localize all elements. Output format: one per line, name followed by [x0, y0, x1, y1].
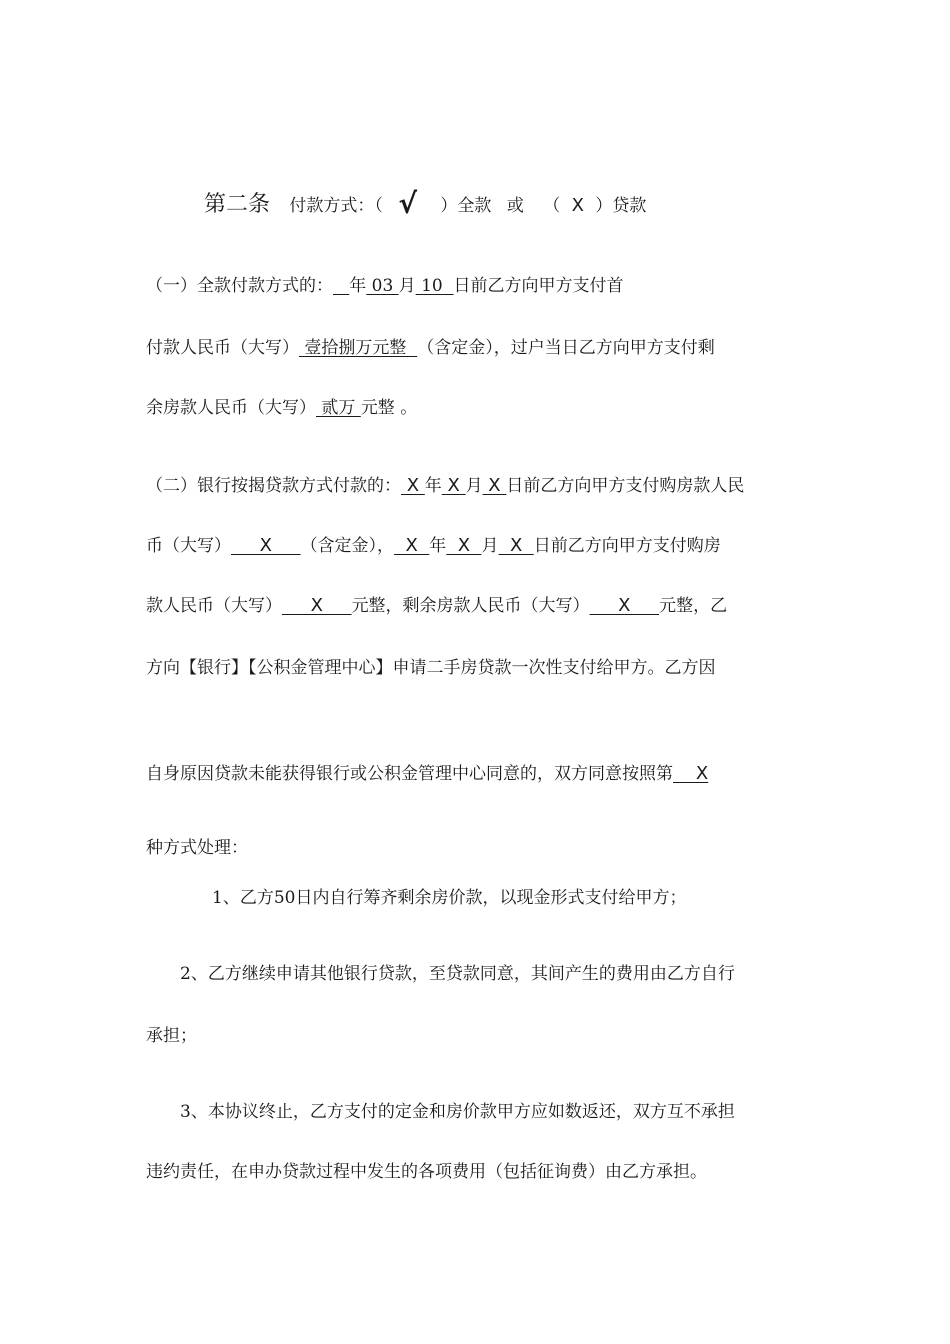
loan-line-5 [146, 762, 708, 786]
loan-line-4 [146, 656, 716, 680]
loan-day-2: X [498, 535, 534, 556]
month-label: 月 [398, 276, 416, 296]
full-payment-line-1-tail: 日前乙方向甲方支付首 [453, 276, 624, 296]
full-payment-label: ）全款 [440, 196, 492, 216]
first-payment-amount: 壹拾捌万元整 [299, 338, 418, 358]
loan-month-label-2: 月 [481, 536, 499, 556]
full-day-value: 10 [415, 276, 454, 296]
remaining-amount: 贰万 [316, 398, 361, 418]
option-2-line-1 [180, 962, 735, 986]
loan-year-2: X [394, 535, 430, 556]
option-1 [212, 886, 686, 910]
loan-month-1: X [441, 475, 466, 496]
loan-day-1: X [482, 475, 507, 496]
option-3-line-2 [146, 1160, 707, 1184]
option-2-line-2 [146, 1024, 197, 1048]
loan-mark: X [571, 195, 584, 216]
option-1-text: 1、乙方50日内自行筹齐剩余房价款，以现金形式支付给甲方； [212, 888, 687, 908]
loan-year-1: X [401, 475, 425, 496]
full-month-value: 03 [366, 276, 399, 296]
option-3-text-b: 违约责任，在申办贷款过程中发生的各项费用（包括征询费）由乙方承担。 [146, 1162, 707, 1182]
loan-line-5-text: 自身原因贷款未能获得银行或公积金管理中心同意的，双方同意按照第 [146, 764, 673, 784]
loan-line-2-mid: （含定金）， [300, 536, 395, 556]
handling-method-number: X [673, 763, 709, 784]
loan-line-2-head: 币（大写） [146, 536, 231, 556]
loan-line-6 [146, 836, 248, 860]
loan-line-4-text: 方向【银行】【公积金管理中心】申请二手房贷款一次性支付给甲方。乙方因 [146, 658, 716, 678]
loan-line-3-head: 款人民币（大写） [146, 596, 282, 616]
loan-line-3-tail: 元整，乙 [659, 596, 728, 616]
loan-line-2 [146, 534, 721, 558]
loan-line-3-mid: 元整，剩余房款人民币（大写） [351, 596, 590, 616]
full-payment-line-3-tail: 元整 。 [360, 398, 418, 418]
loan-line-2-tail: 日前乙方向甲方支付购房 [533, 536, 721, 556]
loan-amount-3: X [589, 595, 660, 616]
loan-payment-label: ）贷款 [595, 196, 647, 216]
full-year-blank [333, 276, 349, 296]
loan-line-6-text: 种方式处理： [146, 838, 248, 858]
full-payment-line-3 [146, 396, 417, 420]
option-2-text-a: 2、乙方继续申请其他银行贷款，至贷款同意，其间产生的费用由乙方自行 [180, 964, 735, 984]
loan-year-label: 年 [424, 476, 442, 496]
full-payment-intro: （一）全款付款方式的： [146, 276, 333, 296]
full-payment-line-2 [146, 336, 715, 360]
loan-line-1-tail: 日前乙方向甲方支付购房款人民 [506, 476, 745, 496]
full-payment-line-2-tail: （含定金），过户当日乙方向甲方支付剩 [417, 338, 715, 358]
loan-amount-1: X [231, 535, 301, 556]
article-number: 第二条 [204, 192, 271, 217]
full-payment-line-1 [146, 274, 624, 298]
check-mark-icon: √ [398, 187, 418, 220]
loan-month-2: X [446, 535, 482, 556]
loan-line-1 [146, 474, 744, 498]
option-3-line-1 [180, 1100, 735, 1124]
option-2-text-b: 承担； [146, 1026, 197, 1046]
option-3-text-a: 3、本协议终止，乙方支付的定金和房价款甲方应如数返还，双方互不承担 [180, 1102, 735, 1122]
loan-amount-2: X [282, 595, 352, 616]
year-label: 年 [349, 276, 367, 296]
loan-year-label-2: 年 [429, 536, 447, 556]
loan-month-label: 月 [465, 476, 483, 496]
article-heading [204, 187, 647, 220]
full-payment-line-2-head: 付款人民币（大写） [146, 338, 299, 358]
loan-intro: （二）银行按揭贷款方式付款的： [146, 476, 401, 496]
loan-line-3 [146, 594, 727, 618]
payment-method-label: 付款方式：（ [289, 196, 383, 216]
loan-open-paren: （ [543, 196, 561, 216]
or-label: 或 [506, 196, 524, 216]
full-payment-line-3-head: 余房款人民币（大写） [146, 398, 316, 418]
